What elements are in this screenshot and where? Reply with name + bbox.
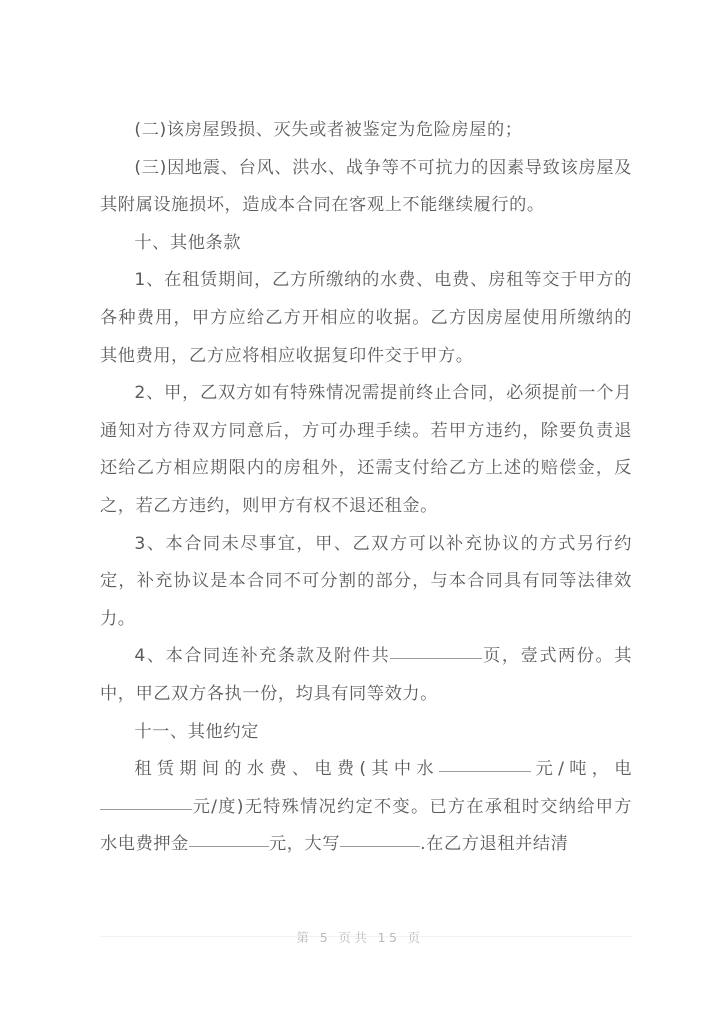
fill-in-blank-deposit-amount[interactable]: [189, 846, 269, 847]
heading-section-eleven: 十一、其他约定: [134, 721, 259, 742]
paragraph-item-4-copies: [100, 638, 632, 713]
paragraph-item-1-utilities-receipts: 1、在租赁期间，乙方所缴纳的水费、电费、房租等交于甲方的各种费用，甲方应给乙方开相应的收据。乙方因房屋使用所缴纳的其他费用，乙方应将相应收据复印件交于甲方。: [100, 270, 632, 366]
heading-section-ten: 十、其他条款: [134, 232, 242, 253]
footer-page-label: 第 5 页共 15 页: [296, 930, 424, 945]
text-run: 元，大写: [268, 834, 341, 855]
text-run: 4、本合同连补充条款及附件共: [134, 646, 391, 667]
text-run: .在乙方退租并结清: [420, 834, 569, 855]
text-run: 元/吨，电: [530, 759, 633, 780]
paragraph-clause-3-force-majeure: (三)因地震、台风、洪水、战争等不可抗力的因素导致该房屋及其附属设施损坏，造成本合同在客观上不能继续履行的。: [100, 157, 632, 216]
fill-in-blank-deposit-amount-words[interactable]: [340, 846, 420, 847]
fill-in-blank-electricity-rate[interactable]: [100, 809, 192, 810]
paragraph-item-2-early-termination: 2、甲，乙双方如有特殊情况需提前终止合同，必须提前一个月通知对方待双方同意后，方可办理手续。若甲方违约，除要负责退还给乙方相应期限内的房租外，还需支付给乙方上述的赔偿金，反之，若乙方违约，则甲方有权不退还租金。: [100, 383, 632, 516]
fill-in-blank-water-rate[interactable]: [439, 771, 531, 772]
paragraph-item-3-supplementary-agreement: 3、本合同未尽事宜，甲、乙双方可以补充协议的方式另行约定，补充协议是本合同不可分割的部分，与本合同具有同等法律效力。: [100, 533, 632, 629]
text-run: 元/度)无特殊情况约定不变。已方在承租时交纳给甲方水电费押金: [100, 796, 632, 855]
page-footer: [0, 928, 720, 946]
fill-in-blank-page-count[interactable]: [390, 658, 482, 659]
document-body: [100, 112, 632, 864]
text-run: 租赁期间的水费、电费(其中水: [134, 759, 439, 780]
paragraph-item-utilities-rates: [100, 751, 632, 864]
paragraph-clause-2-damage: (二)该房屋毁损、灭失或者被鉴定为危险房屋的；: [134, 120, 523, 140]
text-run: 页，壹式两份。其中，甲乙双方各执一份，均具有同等效力。: [100, 646, 632, 704]
